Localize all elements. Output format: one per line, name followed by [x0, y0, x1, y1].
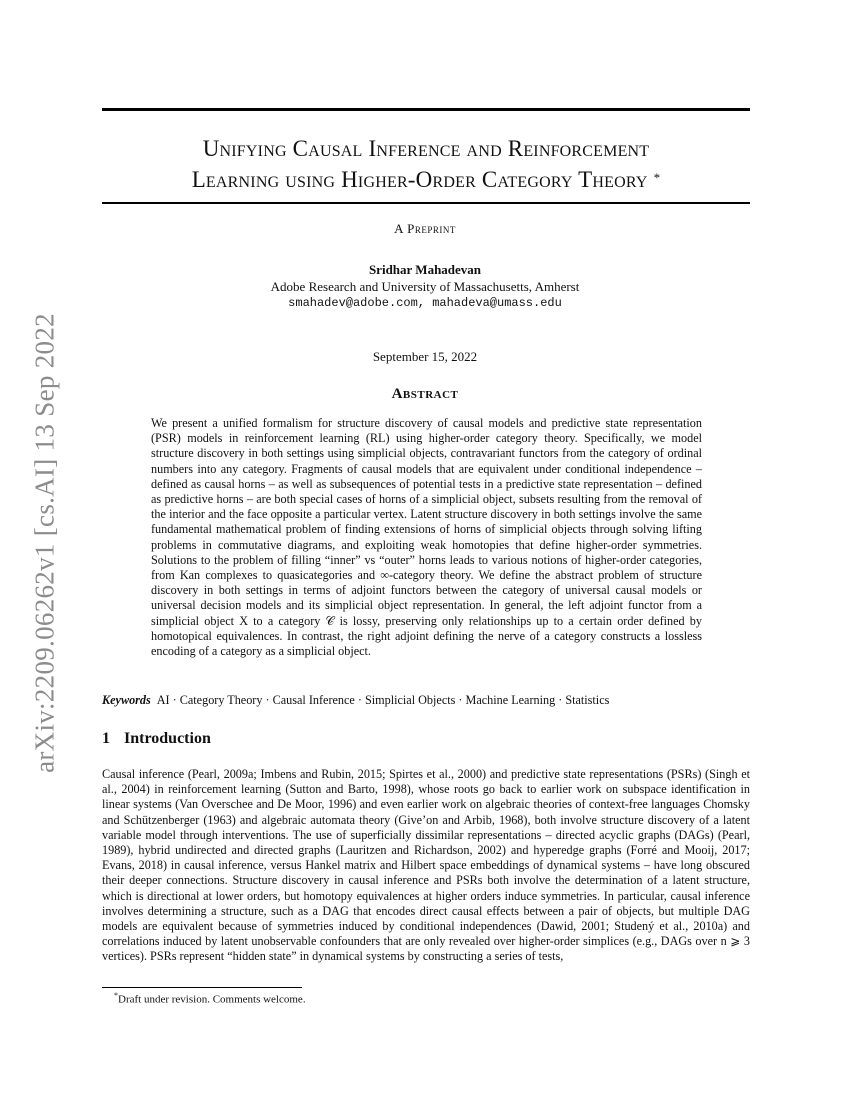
keywords — [102, 692, 750, 708]
paper-title — [102, 133, 750, 195]
arxiv-identifier: arXiv:2209.06262v1 [cs.AI] 13 Sep 2022 — [29, 313, 60, 773]
title-line-2 — [102, 164, 750, 195]
section-number: 1 — [102, 730, 110, 747]
abstract-text: We present a unified formalism for structure discovery of causal models and predictive state representation (PSR) models in reinforcement learning (RL) using higher-order category theory. Specifically, we model structure discovery in both settings using simplicial objects, contravariant functors from the category of ordinal numbers into any category. Fragments of causal models that are equivalent under conditional independence – defined as causal horns – as well as subsequences of potential tests in a predictive state representation – defined as predictive horns – are both special cases of horns of a simplicial object, subsets resulting from the removal of the interior and the face opposite a particular vertex. Latent structure discovery in both settings involve the same fundamental mathematical problem of finding extensions of horns of simplicial objects through solving lifting problems in commutative diagrams, and exploiting weak homotopies that define higher-order symmetries. Solutions to the problem of filling “inner” vs “outer” horns leads to various notions of higher-order categories, from Kan complexes to quasicategories and ∞-category theory. We define the abstract problem of structure discovery in both settings in terms of adjoint functors between the category of universal causal models or universal decision models and its simplicial object representation. In general, the left adjoint functor from a simplicial object X to a category 𝒞 is lossy, preserving only relationships up to a certain order defined by homotopical equivalences. In contrast, the right adjoint defining the nerve of a category constructs a lossless encoding of a category as a simplicial object. — [151, 416, 702, 659]
paper-date: September 15, 2022 — [372, 349, 478, 364]
title-rule-top — [102, 108, 750, 111]
title-rule-bottom — [102, 202, 750, 204]
title-footnote-marker: * — [653, 170, 661, 185]
author-name: Sridhar Mahadevan — [368, 262, 482, 277]
footnote — [114, 991, 306, 1006]
footnote-marker: * — [114, 991, 118, 1000]
author-affiliation: Adobe Research and University of Massachusetts, Amherst — [270, 279, 580, 294]
keywords-label: Keywords — [102, 693, 151, 707]
author-emails: smahadev@adobe.com, mahadeva@umass.edu — [288, 296, 562, 310]
introduction-text: Causal inference (Pearl, 2009a; Imbens and Rubin, 2015; Spirtes et al., 2000) and predictive state representations (PSRs) (Singh et al., 2004) in reinforcement learning (Sutton and Barto, 1998), whose roots go back to earlier work on subspace identification in linear systems (Van Overschee and De Moor, 1996) and even earlier work on algebraic theories of context-free languages Chomsky and Schützenberger (1963) and algebraic automata theory (Give’on and Arbib, 1968), both involve structure discovery of a latent variable model through interventions. The use of superficially dissimilar representations – directed acyclic graphs (DAGs) (Pearl, 1989), hybrid undirected and directed graphs (Lauritzen and Richardson, 2002) and hyperedge graphs (Forré and Mooij, 2017; Evans, 2018) in causal inference, versus Hankel matrix and Hilbert space embeddings of dynamical systems – have long obscured their deeper connections. Structure discovery in causal inference and PSRs both involve the determination of a latent structure, which is directional at lower orders, but homotopy equivalences at higher orders induce symmetries. In particular, causal inference involves determining a structure, such as a DAG that encodes direct causal effects between a pair of objects, but multiple DAG models are equivalent because of symmetries induced by conditional independences (Dawid, 2001; Studený et al., 2010a) and correlations induced by latent unobservable confounders that are only revealed over higher-order simplices (e.g., DAGs over n ⩾ 3 vertices). PSRs represent “hidden state” in dynamical systems by constructing a series of tests, — [102, 767, 750, 964]
abstract-heading: Abstract — [391, 386, 459, 402]
author-block — [0, 261, 850, 312]
title-line-1: Unifying Causal Inference and Reinforcement — [202, 136, 650, 161]
footnote-rule — [102, 987, 302, 988]
footnote-text: Draft under revision. Comments welcome. — [118, 993, 306, 1006]
section-heading — [102, 730, 211, 748]
title-line-2-text: Learning using Higher-Order Category Theory — [191, 167, 648, 192]
keywords-list: AI · Category Theory · Causal Inference · Simplicial Objects · Machine Learning · Statistics — [156, 693, 610, 707]
preprint-label: A Preprint — [394, 221, 456, 236]
section-title: Introduction — [124, 730, 211, 747]
